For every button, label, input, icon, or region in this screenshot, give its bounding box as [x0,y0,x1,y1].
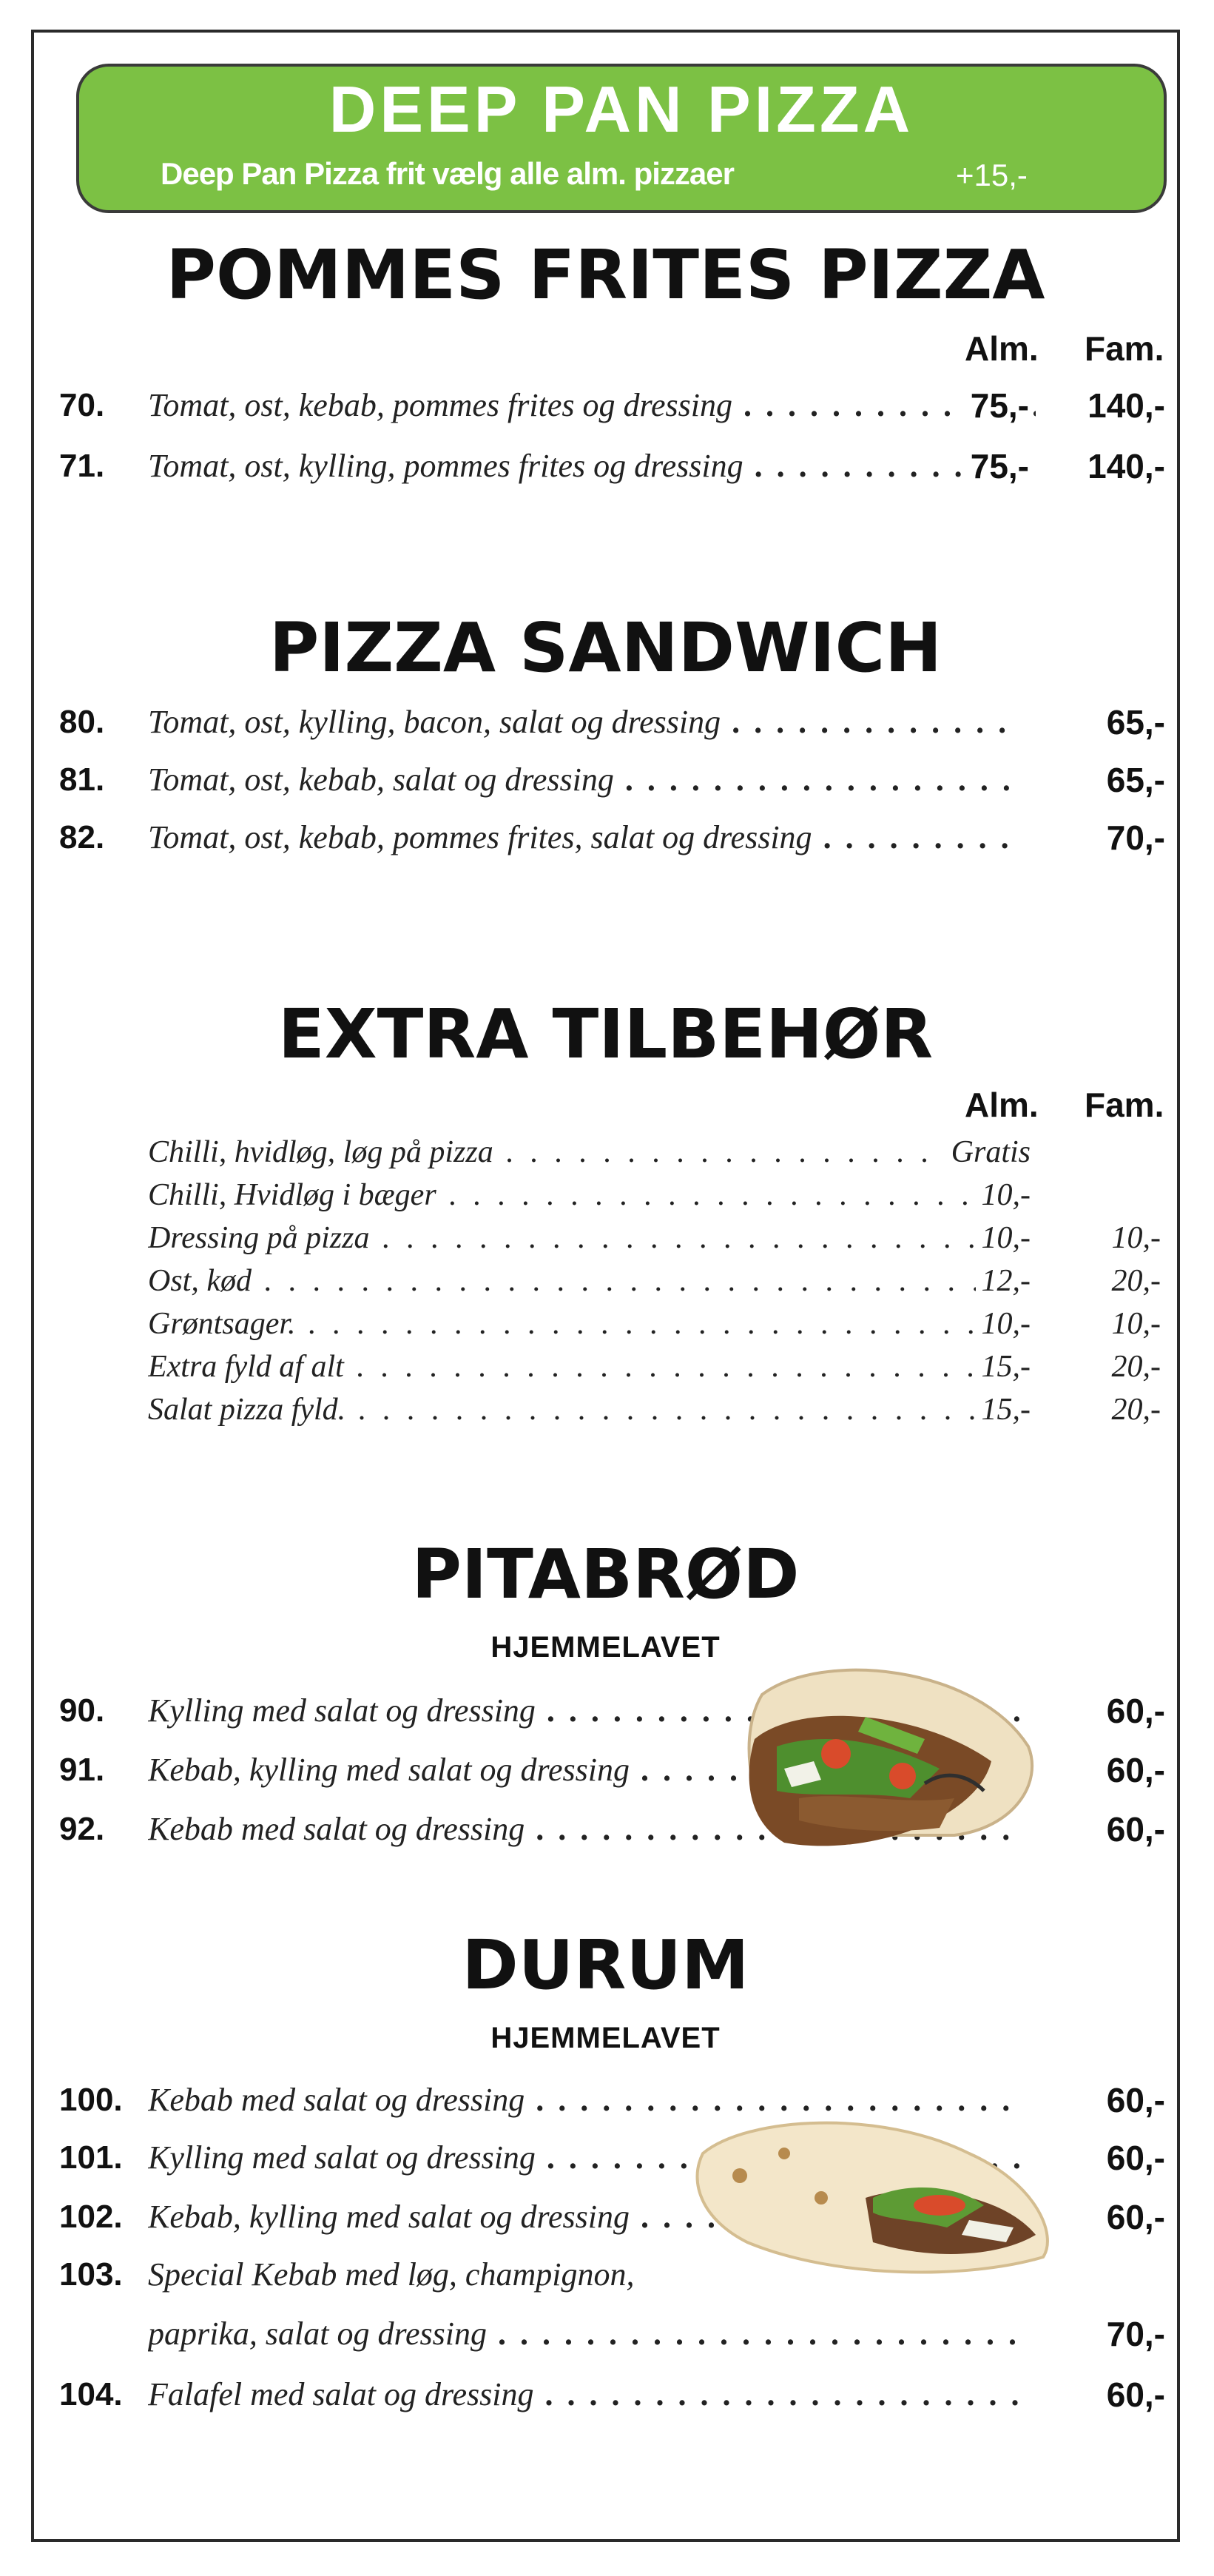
item-number: 104. [59,2376,123,2412]
extra-item [0,1260,1214,1302]
menu-item [0,815,1214,860]
extra-price-alm: Gratis [945,1131,1031,1174]
item-price: 70,- [1099,2312,1165,2356]
item-price-fam: 140,- [1080,383,1165,428]
item-number: 102. [59,2199,123,2235]
extra-description: Salat pizza fyld. . . . [148,1388,1036,1431]
section-title-sandwich: PIZZA SANDWICH [269,608,942,687]
section-title-pommes: POMMES FRITES PIZZA [166,235,1045,315]
item-description: Kylling med salat og dressing . . . [148,1689,1021,1733]
item-number: 81. [59,761,105,798]
extra-price-fam: 20,- [1106,1388,1161,1431]
extra-item [0,1388,1214,1431]
item-description: Kylling med salat og dressing . . . [148,2136,1021,2180]
item-description: Tomat, ost, kylling, bacon, salat og dressing . . . [148,700,1021,744]
item-description: Falafel med salat og dressing . . . [148,2372,1021,2417]
extra-description: Ost, kød . . . [148,1260,1036,1302]
item-price: 60,- [1099,1807,1165,1852]
item-price: 60,- [1099,1748,1165,1792]
extra-item [0,1217,1214,1260]
item-number: 82. [59,819,105,855]
item-price: 70,- [1099,815,1165,860]
extra-price-fam: 10,- [1106,1302,1161,1345]
banner-price: +15,- [956,158,1028,192]
item-description: Tomat, ost, kebab, salat og dressing . . . [148,758,1021,802]
extra-item [0,1345,1214,1388]
item-price: 65,- [1099,700,1165,744]
extra-description: Dressing på pizza . . . [148,1217,1036,1260]
item-number: 91. [59,1752,105,1788]
section-title-durum: DURUM [462,1926,749,2005]
item-description: Special Kebab med løg, champignon, [148,2256,635,2293]
item-price: 60,- [1099,1689,1165,1733]
item-description: Kebab, kylling med salat og dressing . . . [148,1748,1021,1792]
durum-wrap-image [688,2109,1058,2287]
item-description: Kebab, kylling med salat og dressing . . . [148,2195,1021,2239]
item-number: 80. [59,704,105,740]
item-price: 60,- [1099,2195,1165,2239]
section-title-pita: PITABRØD [411,1535,800,1614]
col-head-alm: Alm. [965,329,1039,368]
item-description: Tomat, ost, kebab, pommes frites, salat og dressing . . . [148,815,1021,860]
extra-description: Grøntsager. . . . [148,1302,1036,1345]
extra-price-fam: 20,- [1106,1345,1161,1388]
item-description: Kebab med salat og dressing . . . [148,1807,1021,1852]
extra-price-alm: 15,- [976,1388,1031,1431]
item-number: 70. [59,387,105,423]
item-number: 100. [59,2082,123,2118]
menu-item [0,444,1214,488]
extra-price-fam: 20,- [1106,1260,1161,1302]
item-number: 71. [59,448,105,484]
menu-item [0,383,1214,428]
item-number: 90. [59,1692,105,1729]
banner-subtitle: Deep Pan Pizza frit vælg alle alm. pizzaer [161,156,734,191]
extra-price-fam: 10,- [1106,1217,1161,1260]
extra-description: Extra fyld af alt . . . [148,1345,1036,1388]
banner-title: DEEP PAN PIZZA [328,73,914,146]
item-number: 92. [59,1811,105,1847]
extra-price-alm: 10,- [976,1174,1031,1217]
extra-description: Chilli, hvidløg, løg på pizza . . . [148,1131,1036,1174]
col-head-fam: Fam. [1085,1086,1164,1124]
pita-subtitle: HJEMMELAVET [490,1631,721,1664]
item-description: paprika, salat og dressing . . . [148,2312,1021,2356]
item-price-alm: 75,- [963,383,1029,428]
item-price: 60,- [1099,2372,1165,2417]
item-number: 103. [59,2256,123,2293]
pita-bread-image [732,1650,1043,1865]
item-description: Tomat, ost, kebab, pommes frites og dressing . . . [148,383,1036,428]
extra-price-alm: 12,- [976,1260,1031,1302]
col-head-fam: Fam. [1085,329,1164,368]
extra-item [0,1302,1214,1345]
item-price: 60,- [1099,2136,1165,2180]
item-price-alm: 75,- [963,444,1029,488]
section-title-extra: EXTRA TILBEHØR [277,995,934,1074]
menu-item [0,2372,1214,2417]
deep-pan-banner [76,64,1167,213]
col-head-alm: Alm. [965,1086,1039,1124]
extra-price-alm: 15,- [976,1345,1031,1388]
extra-item [0,1131,1214,1174]
menu-item [0,2312,1214,2356]
menu-item [0,758,1214,802]
item-number: 101. [59,2139,123,2176]
item-price-fam: 140,- [1080,444,1165,488]
item-description: Kebab med salat og dressing . . . [148,2078,1021,2122]
item-price: 65,- [1099,758,1165,802]
extra-description: Chilli, Hvidløg i bæger . . . [148,1174,1036,1217]
extra-price-alm: 10,- [976,1217,1031,1260]
extra-item [0,1174,1214,1217]
menu-item [0,700,1214,744]
item-description: Tomat, ost, kylling, pommes frites og dressing . . . [148,444,1036,488]
durum-subtitle: HJEMMELAVET [490,2022,721,2054]
extra-price-alm: 10,- [976,1302,1031,1345]
item-price: 60,- [1099,2078,1165,2122]
